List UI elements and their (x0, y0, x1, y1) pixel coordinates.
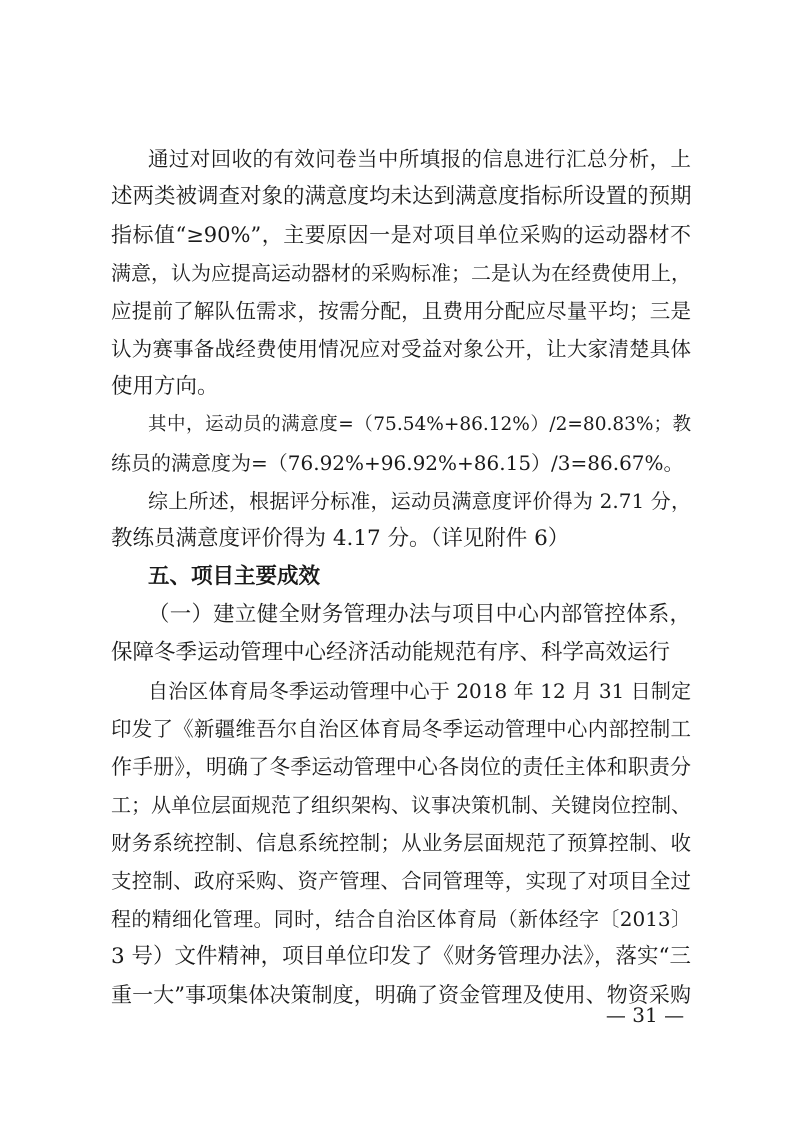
page-number: — 31 — (605, 1003, 685, 1027)
paragraph-line: 作手册》，明确了冬季运动管理中心各岗位的责任主体和职责分 (111, 755, 691, 779)
paragraph-line: 3 号）文件精神，项目单位印发了《财务管理办法》，落实“三 (111, 944, 691, 969)
paragraph-line: 工；从单位层面规范了组织架构、议事决策机制、关键岗位控制、 (111, 793, 691, 817)
paragraph-line: 其中，运动员的满意度=（75.54%+86.12%）/2=80.83%；教 (148, 414, 691, 435)
paragraph-line: 使用方向。 (111, 374, 219, 399)
paragraph-line: 练员的满意度为=（76.92%+96.92%+86.15）/3=86.67%。 (111, 451, 684, 475)
paragraph-line: 指标值“≥90%”，主要原因一是对项目单位采购的运动器材不 (111, 223, 691, 247)
paragraph-line: 综上所述，根据评分标准，运动员满意度评价得为 2.71 分， (148, 489, 691, 513)
subsection-heading-line: （一）建立健全财务管理办法与项目中心内部管控体系， (148, 602, 691, 627)
paragraph-line: 财务系统控制、信息系统控制；从业务层面规范了预算控制、收 (111, 831, 691, 855)
paragraph-line: 述两类被调查对象的满意度均未达到满意度指标所设置的预期 (111, 184, 692, 209)
paragraph-line: 通过对回收的有效问卷当中所填报的信息进行汇总分析，上 (148, 147, 691, 171)
paragraph-line: 满意，认为应提高运动器材的采购标准；二是认为在经费使用上， (111, 261, 691, 285)
paragraph-line: 自治区体育局冬季运动管理中心于 2018 年 12 月 31 日制定 (148, 679, 691, 703)
paragraph-line: 认为赛事备战经费使用情况应对受益对象公开，让大家清楚具体 (111, 337, 691, 361)
paragraph-line: 重一大”事项集体决策制度，明确了资金管理及使用、物资采购 (111, 983, 691, 1007)
section-heading: 五、项目主要成效 (148, 564, 321, 589)
paragraph-line: 支控制、政府采购、资产管理、合同管理等，实现了对项目全过 (111, 869, 691, 893)
paragraph-line: 教练员满意度评价得为 4.17 分。（详见附件 6） (111, 526, 570, 551)
paragraph-line: 程的精细化管理。同时，结合自治区体育局（新体经字〔2013〕 (111, 907, 691, 931)
paragraph-line: 应提前了解队伍需求，按需分配，且费用分配应尽量平均；三是 (111, 299, 691, 323)
paragraph-line: 印发了《新疆维吾尔自治区体育局冬季运动管理中心内部控制工 (111, 717, 691, 741)
subsection-heading-line: 保障冬季运动管理中心经济活动能规范有序、科学高效运行 (111, 640, 671, 665)
